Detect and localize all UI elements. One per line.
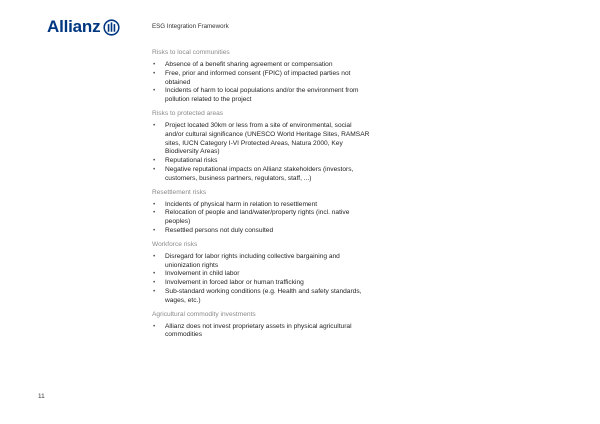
section-protected-areas — [152, 109, 372, 184]
list-item: • Involvement in forced labor or human trafficking — [153, 279, 304, 287]
section-heading: Agricultural commodity investments — [152, 310, 256, 318]
bullet-icon: • — [153, 322, 156, 330]
list-item: • Project located 30km or less from a site of environmental, social and/or cultural significance (UNESCO World Heritage Sites, RAMSAR sites, IUCN Category I-VI Protected Areas, Natura 2000, Key Biodiversity Areas) — [153, 121, 370, 156]
section-heading: Resettlement risks — [152, 188, 207, 196]
list-item: • Involvement in child labor — [153, 270, 240, 278]
section-local-communities — [152, 48, 372, 105]
list-item: • Incidents of physical harm in relation to resettlement — [153, 200, 318, 208]
list-item: • Relocation of people and land/water/property rights (incl. native peoples) — [153, 209, 350, 226]
allianz-eagle-icon — [103, 19, 120, 36]
bullet-icon: • — [153, 69, 156, 77]
bullet-icon: • — [153, 252, 156, 260]
bullet-icon: • — [153, 226, 156, 234]
list-item: • Incidents of harm to local populations and/or the environment from pollution related to the project — [153, 87, 359, 104]
list-item: • Negative reputational impacts on Allianz stakeholders (investors, customers, business partners, regulators, staff, ...) — [153, 165, 354, 182]
allianz-logo — [47, 17, 120, 37]
bullet-icon: • — [153, 61, 156, 68]
list-item: • Absence of a benefit sharing agreement or compensation — [153, 61, 333, 68]
bullet-icon: • — [153, 200, 156, 208]
logo-wordmark: Allianz — [47, 17, 101, 36]
list-item: • Disregard for labor rights including collective bargaining and unionization rights — [153, 252, 340, 269]
document-title: ESG Integration Framework — [152, 23, 229, 30]
section-workforce — [152, 240, 372, 306]
bullet-icon: • — [153, 87, 156, 95]
bullet-icon: • — [153, 279, 156, 287]
bullet-list — [152, 323, 372, 341]
bullet-list — [152, 61, 372, 105]
list-item: • Free, prior and informed consent (FPIC) of impacted parties not obtained — [153, 69, 351, 86]
bullet-icon: • — [153, 209, 156, 217]
section-agricultural-commodity — [152, 310, 372, 341]
bullet-list — [152, 201, 372, 236]
bullet-list — [152, 122, 372, 184]
section-resettlement — [152, 188, 372, 236]
bullet-icon: • — [153, 121, 156, 129]
page-number: 11 — [38, 393, 45, 400]
list-item: • Reputational risks — [153, 157, 218, 165]
list-item: • Resettled persons not duly consulted — [153, 226, 274, 234]
bullet-list — [152, 253, 372, 306]
list-item: • Sub-standard working conditions (e.g. Health and safety standards, wages, etc.) — [153, 287, 362, 304]
list-item: • Allianz does not invest proprietary assets in physical agricultural commodities — [153, 322, 352, 339]
bullet-icon: • — [153, 157, 156, 165]
section-heading: Risks to protected areas — [152, 109, 224, 117]
bullet-icon: • — [153, 165, 156, 173]
content-area — [152, 48, 372, 344]
section-heading: Workforce risks — [152, 240, 198, 248]
section-heading: Risks to local communities — [152, 49, 230, 56]
bullet-icon: • — [153, 270, 156, 278]
bullet-icon: • — [153, 287, 156, 295]
